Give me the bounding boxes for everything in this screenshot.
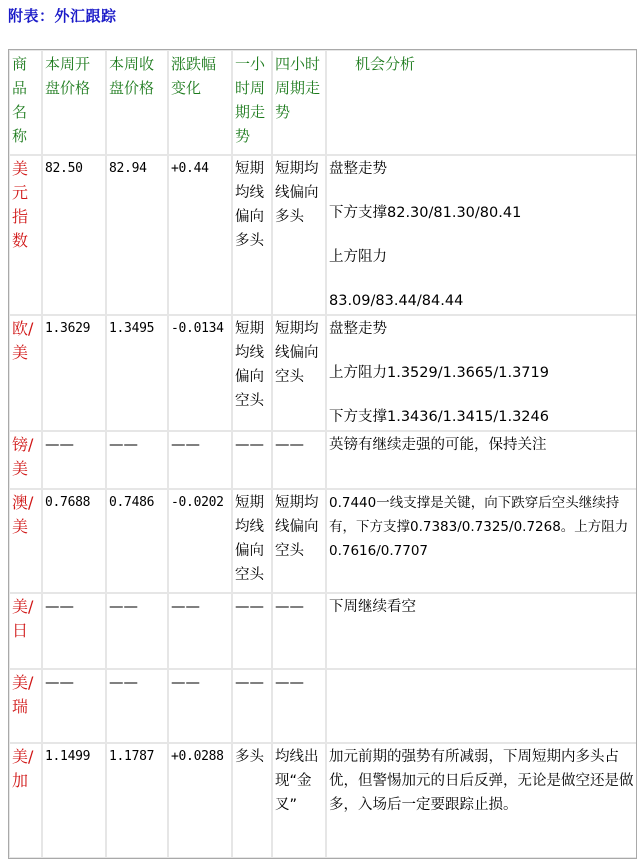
row-change: —— bbox=[169, 670, 231, 742]
header-1h-trend: 一小时周期走势 bbox=[233, 51, 271, 154]
analysis-line: 上方阻力 bbox=[329, 249, 387, 265]
header-change: 涨跌幅变化 bbox=[169, 51, 231, 154]
analysis-line: 盘整走势 bbox=[329, 161, 387, 177]
row-1h-trend: —— bbox=[233, 670, 271, 742]
analysis-line: 下方支撑1.3436/1.3415/1.3246 bbox=[329, 409, 549, 425]
row-4h-trend: —— bbox=[273, 670, 325, 742]
row-analysis bbox=[327, 316, 636, 430]
row-change: -0.0134 bbox=[169, 316, 231, 430]
page-title: 附表：外汇跟踪 bbox=[8, 7, 117, 25]
row-name: 欧/美 bbox=[10, 316, 41, 430]
row-analysis: 下周继续看空 bbox=[327, 594, 636, 668]
row-4h-trend: 短期均线偏向多头 bbox=[273, 156, 325, 314]
analysis-line: 盘整走势 bbox=[329, 321, 387, 337]
row-open: 1.3629 bbox=[43, 316, 105, 430]
header-close-price: 本周收盘价格 bbox=[107, 51, 167, 154]
row-change: —— bbox=[169, 432, 231, 488]
row-1h-trend: —— bbox=[233, 432, 271, 488]
forex-tracking-table bbox=[8, 49, 637, 859]
row-close: —— bbox=[107, 670, 167, 742]
row-change: -0.0202 bbox=[169, 490, 231, 592]
analysis-line: 下方支撑82.30/81.30/80.41 bbox=[329, 205, 522, 221]
row-close: 82.94 bbox=[107, 156, 167, 314]
analysis-line: 83.09/83.44/84.44 bbox=[329, 293, 464, 309]
row-4h-trend: 短期均线偏向空头 bbox=[273, 490, 325, 592]
row-1h-trend: —— bbox=[233, 594, 271, 668]
row-analysis: 英镑有继续走强的可能，保持关注 bbox=[327, 432, 636, 488]
row-open: 1.1499 bbox=[43, 744, 105, 857]
row-close: 0.7486 bbox=[107, 490, 167, 592]
row-analysis: 0.7440一线支撑是关键，向下跌穿后空头继续持有，下方支撑0.7383/0.7325/0.7268。上方阻力0.7616/0.7707 bbox=[327, 490, 636, 592]
row-close: 1.3495 bbox=[107, 316, 167, 430]
row-4h-trend: —— bbox=[273, 432, 325, 488]
row-name: 美元指数 bbox=[10, 156, 41, 314]
row-open: 0.7688 bbox=[43, 490, 105, 592]
header-4h-trend: 四小时周期走势 bbox=[273, 51, 325, 154]
row-open: —— bbox=[43, 432, 105, 488]
row-analysis bbox=[327, 670, 636, 742]
row-analysis: 加元前期的强势有所减弱，下周短期内多头占优，但警惕加元的日后反弹，无论是做空还是做多，入场后一定要跟踪止损。 bbox=[327, 744, 636, 857]
row-close: 1.1787 bbox=[107, 744, 167, 857]
row-close: —— bbox=[107, 432, 167, 488]
row-1h-trend: 短期均线偏向空头 bbox=[233, 490, 271, 592]
row-close: —— bbox=[107, 594, 167, 668]
row-change: +0.44 bbox=[169, 156, 231, 314]
row-name: 美/瑞 bbox=[10, 670, 41, 742]
row-analysis bbox=[327, 156, 636, 314]
row-change: —— bbox=[169, 594, 231, 668]
row-name: 美/日 bbox=[10, 594, 41, 668]
row-4h-trend: 短期均线偏向空头 bbox=[273, 316, 325, 430]
header-analysis: 机会分析 bbox=[327, 51, 636, 154]
row-1h-trend: 短期均线偏向空头 bbox=[233, 316, 271, 430]
row-name: 澳/美 bbox=[10, 490, 41, 592]
header-name: 商品名称 bbox=[10, 51, 41, 154]
row-open: 82.50 bbox=[43, 156, 105, 314]
row-4h-trend: —— bbox=[273, 594, 325, 668]
header-open-price: 本周开盘价格 bbox=[43, 51, 105, 154]
row-4h-trend: 均线出现“金叉” bbox=[273, 744, 325, 857]
row-open: —— bbox=[43, 670, 105, 742]
row-change: +0.0288 bbox=[169, 744, 231, 857]
analysis-line: 上方阻力1.3529/1.3665/1.3719 bbox=[329, 365, 549, 381]
row-1h-trend: 多头 bbox=[233, 744, 271, 857]
row-1h-trend: 短期均线偏向多头 bbox=[233, 156, 271, 314]
row-open: —— bbox=[43, 594, 105, 668]
row-name: 美/加 bbox=[10, 744, 41, 857]
row-name: 镑/美 bbox=[10, 432, 41, 488]
